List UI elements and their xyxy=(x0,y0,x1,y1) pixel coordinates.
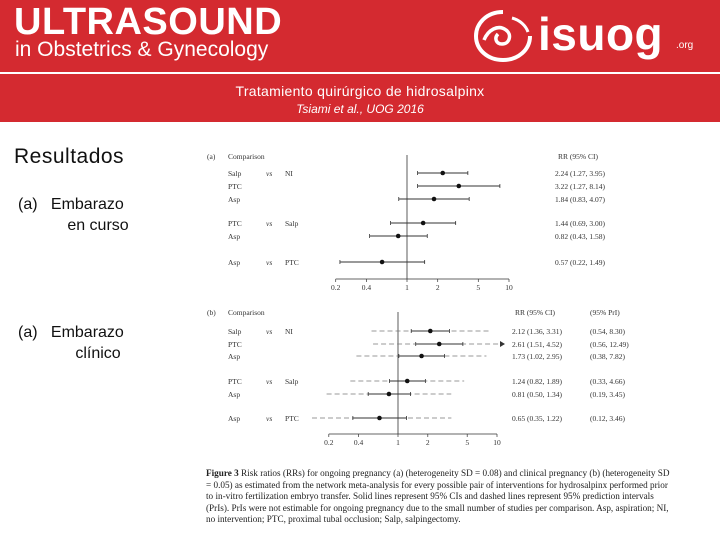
comparison-label: Asp xyxy=(228,232,241,241)
item-line1: Embarazo xyxy=(50,324,124,341)
comparison-vs: vs xyxy=(266,377,273,386)
comparison-reference: NI xyxy=(285,169,293,178)
comparison-label: Asp xyxy=(228,258,241,267)
comparison-reference: PTC xyxy=(285,258,299,267)
x-tick-label: 1 xyxy=(396,438,400,447)
rr-value-label: 1.24 (0.82, 1.89) xyxy=(512,377,562,386)
x-tick-label: 1 xyxy=(405,283,409,292)
comparison-label: PTC xyxy=(228,340,242,349)
x-tick-label: 10 xyxy=(493,438,501,447)
figure-caption xyxy=(206,468,676,526)
point-estimate xyxy=(421,221,426,226)
item-line2: en curso xyxy=(67,217,129,234)
pri-value-label: (0.12, 3.46) xyxy=(590,414,625,423)
rr-value-label: 2.24 (1.27, 3.95) xyxy=(555,169,605,178)
comparison-label: Asp xyxy=(228,414,241,423)
comparison-label: PTC xyxy=(228,182,242,191)
point-estimate xyxy=(377,416,382,421)
comparison-label: Salp xyxy=(228,327,242,336)
comparison-label: Salp xyxy=(228,169,242,178)
point-estimate xyxy=(428,329,433,334)
x-tick-label: 5 xyxy=(465,438,470,447)
rr-value-label: 1.73 (1.02, 2.95) xyxy=(512,352,562,361)
comparison-label: Asp xyxy=(228,352,241,361)
caption-lead: Figure 3 xyxy=(206,468,239,478)
x-tick-label: 2 xyxy=(425,438,430,447)
rr-value-label: 0.82 (0.43, 1.58) xyxy=(555,232,605,241)
item-marker: (a) xyxy=(18,196,38,213)
comparison-label: PTC xyxy=(228,219,242,228)
point-estimate xyxy=(437,342,442,347)
item-line2: clínico xyxy=(75,345,121,362)
comparison-label: Asp xyxy=(228,195,241,204)
comparison-reference: PTC xyxy=(285,414,299,423)
section-title: Resultados xyxy=(14,145,125,168)
panel-label: (b) xyxy=(207,308,216,317)
pri-arrow xyxy=(500,341,505,347)
comparison-reference: Salp xyxy=(285,219,299,228)
rr-header: RR (95% CI) xyxy=(558,152,598,161)
pri-header: (95% PrI) xyxy=(590,308,620,317)
comparison-vs: vs xyxy=(266,327,273,336)
point-estimate xyxy=(440,171,445,176)
comparison-label: PTC xyxy=(228,377,242,386)
comparison-reference: NI xyxy=(285,327,293,336)
comparison-label: Asp xyxy=(228,390,241,399)
rr-header: RR (95% CI) xyxy=(515,308,555,317)
comparison-header: Comparison xyxy=(228,152,265,161)
x-tick-label: 5 xyxy=(476,283,481,292)
comparison-reference: Salp xyxy=(285,377,299,386)
panel-label: (a) xyxy=(207,152,216,161)
x-tick-label: 2 xyxy=(435,283,440,292)
item-line1: Embarazo xyxy=(50,196,124,213)
slide-reference: Tsiami et al., UOG 2016 xyxy=(296,102,424,116)
comparison-header: Comparison xyxy=(228,308,265,317)
point-estimate xyxy=(419,354,424,359)
rr-value-label: 0.81 (0.50, 1.34) xyxy=(512,390,562,399)
journal-subtitle: in Obstetrics & Gynecology xyxy=(15,38,269,61)
pri-value-label: (0.54, 8.30) xyxy=(590,327,625,336)
rr-value-label: 2.12 (1.36, 3.31) xyxy=(512,327,562,336)
slide-title: Tratamiento quirúrgico de hidrosalpinx xyxy=(235,83,485,99)
item-marker: (a) xyxy=(18,324,38,341)
point-estimate xyxy=(387,392,392,397)
x-tick-label: 0.2 xyxy=(331,283,341,292)
pri-value-label: (0.19, 3.45) xyxy=(590,390,625,399)
caption-text: Risk ratios (RRs) for ongoing pregnancy (a) (heterogeneity SD = 0.08) and clinical pregnancy (b) (heterogeneity SD = 0.05) as estimated from the network meta-analysis for every possible pair of interventions for hydrosalpinx performed prior to in-vitro fertilization embryo transfer. Solid lines represent 95% CIs and dashed lines represent 95% prediction intervals (PrIs). PrIs were not estimable for ongoing pregnancy due to the small number of studies per comparison. Asp, aspiration; NI, no intervention; PTC, proximal tubal occlusion; Salp, salpingectomy. xyxy=(206,468,670,525)
rr-value-label: 3.22 (1.27, 8.14) xyxy=(555,182,605,191)
x-tick-label: 0.4 xyxy=(353,438,364,447)
x-tick-label: 0.2 xyxy=(324,438,334,447)
journal-title: ULTRASOUND xyxy=(14,1,283,43)
comparison-vs: vs xyxy=(266,414,273,423)
rr-value-label: 2.61 (1.51, 4.52) xyxy=(512,340,562,349)
comparison-vs: vs xyxy=(266,169,273,178)
rr-value-label: 0.65 (0.35, 1.22) xyxy=(512,414,562,423)
logo-domain: .org xyxy=(676,40,694,51)
point-estimate xyxy=(457,184,462,189)
comparison-vs: vs xyxy=(266,258,273,267)
x-tick-label: 10 xyxy=(505,283,513,292)
pri-value-label: (0.33, 4.66) xyxy=(590,377,625,386)
point-estimate xyxy=(396,234,401,239)
rr-value-label: 1.44 (0.69, 3.00) xyxy=(555,219,605,228)
point-estimate xyxy=(405,379,410,384)
point-estimate xyxy=(432,197,437,202)
x-tick-label: 0.4 xyxy=(361,283,372,292)
rr-value-label: 0.57 (0.22, 1.49) xyxy=(555,258,605,267)
logo-wordmark: isuog xyxy=(538,8,664,60)
comparison-vs: vs xyxy=(266,219,273,228)
pri-value-label: (0.56, 12.49) xyxy=(590,340,629,349)
pri-value-label: (0.38, 7.82) xyxy=(590,352,625,361)
point-estimate xyxy=(380,260,385,265)
rr-value-label: 1.84 (0.83, 4.07) xyxy=(555,195,605,204)
